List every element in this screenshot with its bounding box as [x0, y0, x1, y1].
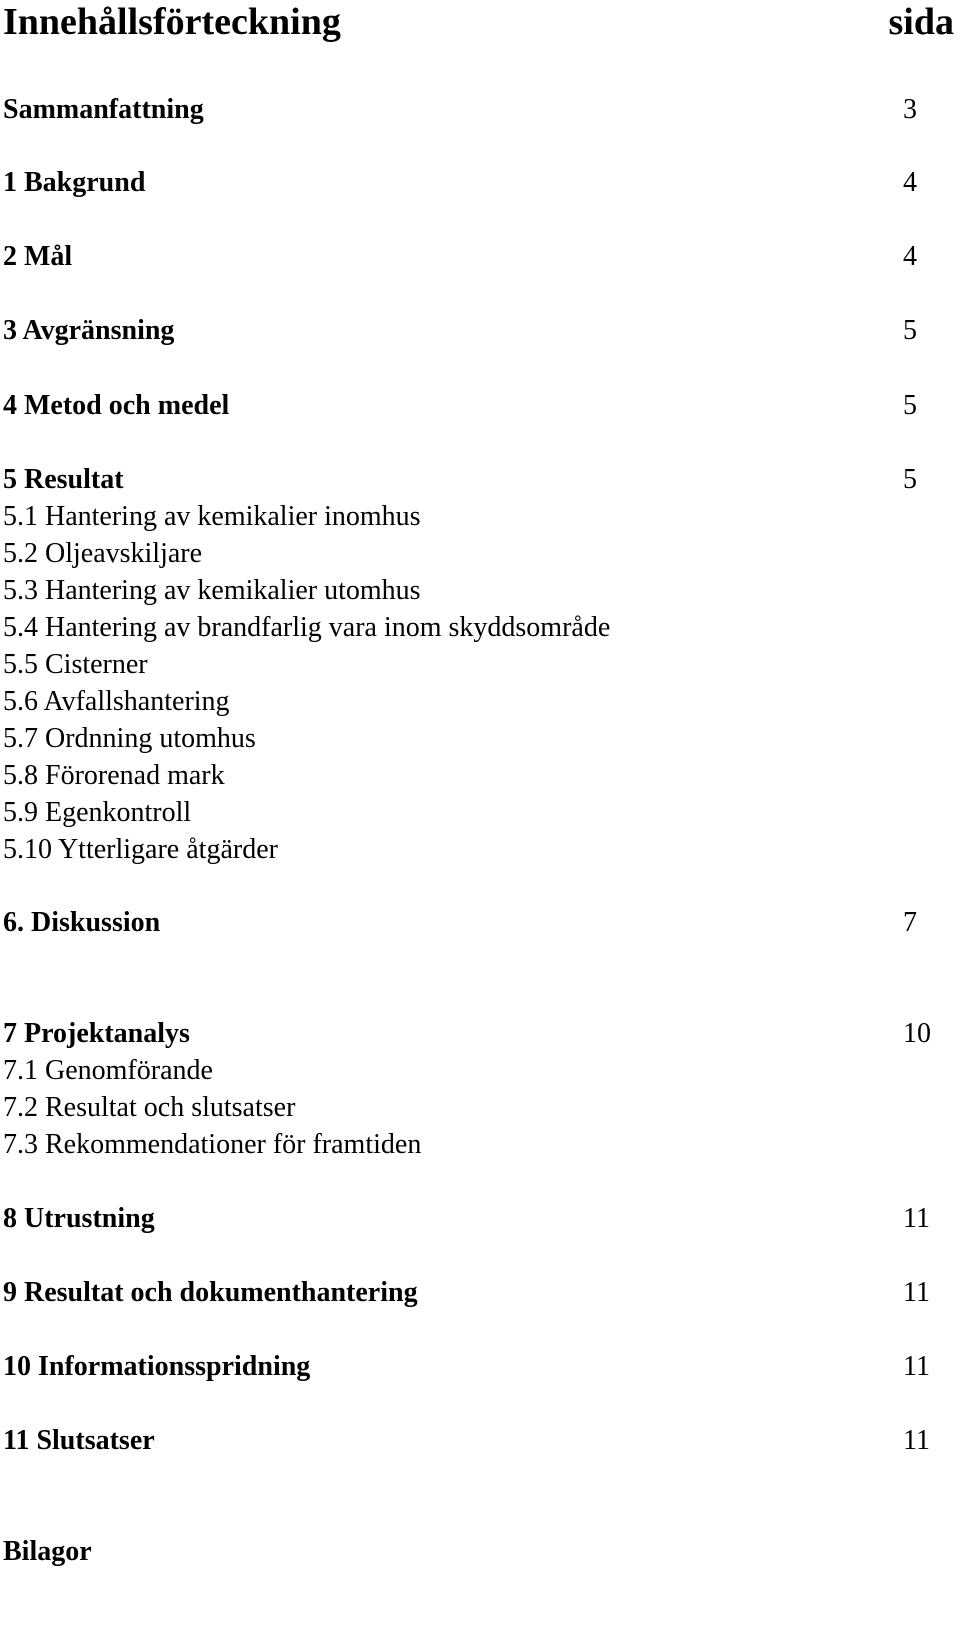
toc-entry-page: 11	[903, 1277, 930, 1308]
toc-entry-title: 4 Metod och medel	[3, 390, 230, 421]
toc-entry-page: 10	[903, 1018, 931, 1049]
toc-subentry	[3, 684, 943, 720]
toc-entry	[3, 239, 943, 275]
toc-entry-page: 3	[903, 94, 917, 125]
toc-entry-title: 7.3 Rekommendationer för framtiden	[3, 1129, 422, 1160]
toc-entry-title: 6. Diskussion	[3, 907, 161, 938]
toc-subentry	[3, 795, 943, 831]
toc-entry	[3, 165, 943, 201]
toc-entry	[3, 92, 943, 128]
toc-subentry	[3, 536, 943, 572]
toc-entry	[3, 313, 943, 349]
toc-entry	[3, 1423, 943, 1459]
toc-entry	[3, 1349, 943, 1385]
toc-entry-title: 5.9 Egenkontroll	[3, 797, 192, 828]
toc-entry-title: 5 Resultat	[3, 464, 124, 495]
toc-subentry	[3, 647, 943, 683]
toc-entry-title: 1 Bakgrund	[3, 167, 146, 198]
toc-entry-title: 7.1 Genomförande	[3, 1055, 213, 1086]
toc-entry-page: 5	[903, 464, 917, 495]
toc-subentry	[3, 1127, 943, 1163]
toc-entry-title: 10 Informationsspridning	[3, 1351, 311, 1382]
toc-entry	[3, 1275, 943, 1311]
toc-entry-title: 5.4 Hantering av brandfarlig vara inom skyddsområde	[3, 612, 611, 643]
toc-entry-page: 7	[903, 907, 917, 938]
toc-subentry	[3, 499, 943, 535]
toc-entry-title: 5.5 Cisterner	[3, 649, 148, 680]
toc-entry	[3, 1016, 943, 1052]
toc-subentry	[3, 1053, 943, 1089]
toc-subentry	[3, 758, 943, 794]
toc-entry-title: 5.3 Hantering av kemikalier utomhus	[3, 575, 421, 606]
toc-entry-title: 7 Projektanalys	[3, 1018, 190, 1049]
toc-entry	[3, 1201, 943, 1237]
toc-entry-title: 2 Mål	[3, 241, 73, 272]
toc-entry-page: 5	[903, 315, 917, 346]
toc-entry-title: 5.2 Oljeavskiljare	[3, 538, 203, 569]
toc-entry	[3, 462, 943, 498]
toc-subentry	[3, 721, 943, 757]
toc-entry-page: 11	[903, 1203, 930, 1234]
toc-entry	[3, 905, 943, 941]
toc-entry-title: 5.10 Ytterligare åtgärder	[3, 834, 278, 865]
toc-entry-title: Bilagor	[3, 1536, 92, 1567]
toc-entry-title: 9 Resultat och dokumenthantering	[3, 1277, 418, 1308]
toc-entry	[3, 388, 943, 424]
toc-subentry	[3, 832, 943, 868]
toc-subentry	[3, 610, 943, 646]
toc-entry-title: 8 Utrustning	[3, 1203, 155, 1234]
toc-entry-page: 4	[903, 241, 917, 272]
toc-entry-title: 5.1 Hantering av kemikalier inomhus	[3, 501, 421, 532]
toc-entry-title: 3 Avgränsning	[3, 315, 175, 346]
toc-entry-page: 4	[903, 167, 917, 198]
toc-entry-title: 11 Slutsatser	[3, 1425, 155, 1456]
toc-entry-title: 5.6 Avfallshantering	[3, 686, 230, 717]
toc-entry-page: 11	[903, 1351, 930, 1382]
toc-entry-title: 5.7 Ordnning utomhus	[3, 723, 256, 754]
toc-subentry	[3, 573, 943, 609]
toc-entry-title: 5.8 Förorenad mark	[3, 760, 225, 791]
toc-entry-page: 11	[903, 1425, 930, 1456]
toc-entry-page: 5	[903, 390, 917, 421]
page-column-heading: sida	[888, 1, 954, 43]
toc-entry-title: Sammanfattning	[3, 94, 204, 125]
toc-subentry	[3, 1090, 943, 1126]
toc-entry-attachments	[3, 1534, 943, 1570]
toc-entry-title: 7.2 Resultat och slutsatser	[3, 1092, 296, 1123]
toc-heading: Innehållsförteckning	[3, 1, 341, 43]
